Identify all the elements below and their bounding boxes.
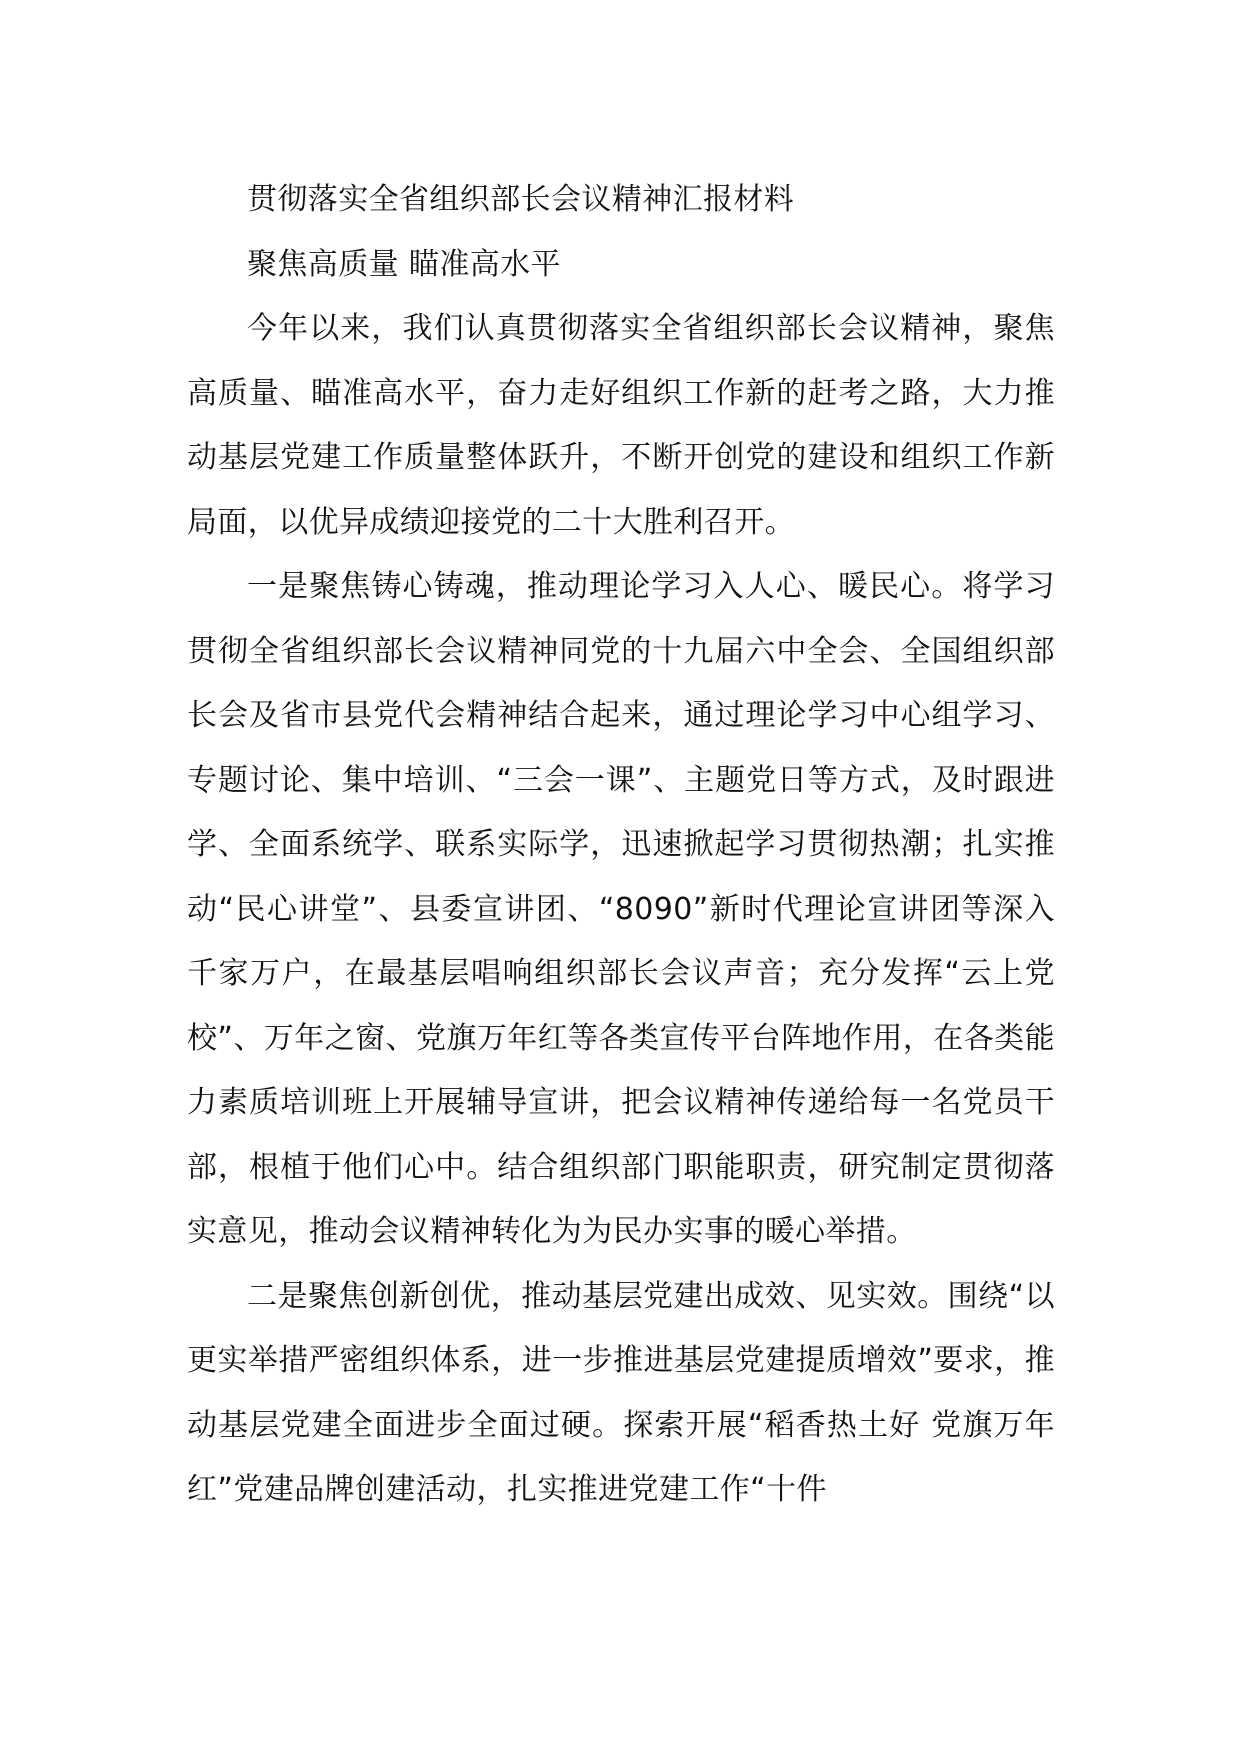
- document-title: 贯彻落实全省组织部长会议精神汇报材料: [247, 182, 795, 217]
- document-subtitle: 聚焦高质量 瞄准高水平: [247, 246, 561, 282]
- document-body: [187, 168, 1055, 1523]
- paragraph-intro: 今年以来，我们认真贯彻落实全省组织部长会议精神，聚焦高质量、瞄准高水平，奋力走好组织工作新的赶考之路，大力推动基层党建工作质量整体跃升，不断开创党的建设和组织工作新局面，以优异成绩迎接党的二十大胜利召开。: [187, 311, 1055, 540]
- paragraph-theory-study: 一是聚焦铸心铸魂，推动理论学习入人心、暖民心。将学习贯彻全省组织部长会议精神同党的十九届六中全会、全国组织部长会及省市县党代会精神结合起来，通过理论学习中心组学习、专题讨论、集中培训、“三会一课”、主题党日等方式，及时跟进学、全面系统学、联系实际学，迅速掀起学习贯彻热潮；扎实推动“民心讲堂”、县委宣讲团、“8090”新时代理论宣讲团等深入千家万户，在最基层唱响组织部长会议声音；充分发挥“云上党校”、万年之窗、党旗万年红等各类宣传平台阵地作用，在各类能力素质培训班上开展辅导宣讲，把会议精神传递给每一名党员干部，根植于他们心中。结合组织部门职能职责，研究制定贯彻落实意见，推动会议精神转化为为民办实事的暖心举措。: [187, 569, 1055, 1249]
- paragraph-grassroots-party: 二是聚焦创新创优，推动基层党建出成效、见实效。围绕“以更实举措严密组织体系，进一步推进基层党建提质增效”要求，推动基层党建全面进步全面过硬。探索开展“稻香热土好 党旗万年红”党建品牌创建活动，扎实推进党建工作“十件: [187, 1278, 1055, 1507]
